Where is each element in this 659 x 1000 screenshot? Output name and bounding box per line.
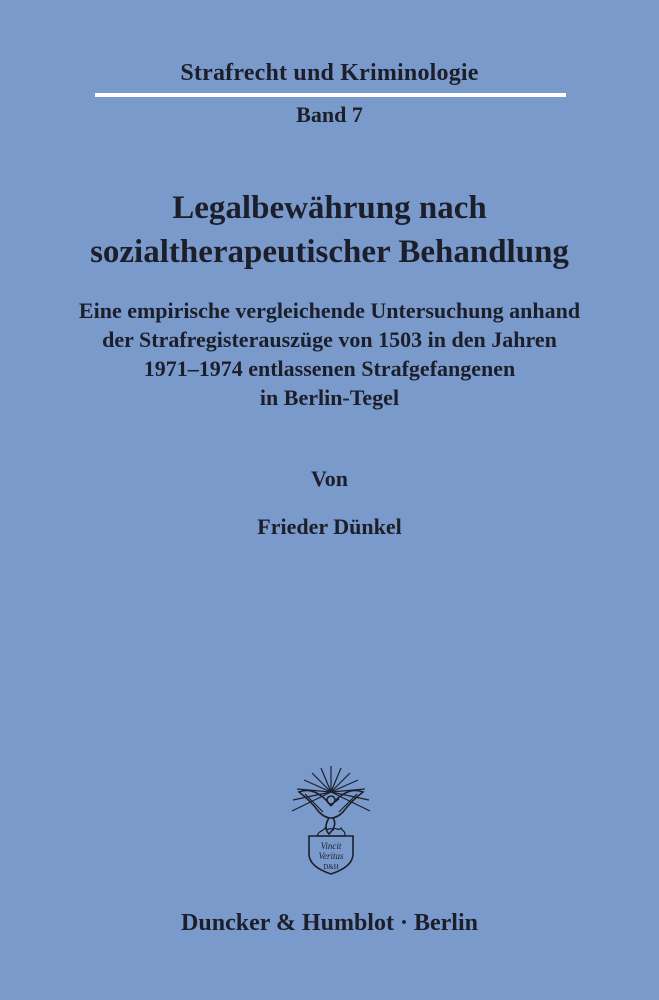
book-subtitle [40, 296, 619, 412]
logo-motto: Veritas [318, 851, 344, 861]
subtitle-line: der Strafregisterauszüge von 1503 in den Jahren [102, 327, 557, 352]
book-title-line: Legalbewährung nach [172, 190, 487, 226]
series-title: Strafrecht und Kriminologie [180, 60, 479, 86]
book-title-line: sozialtherapeutischer Behandlung [90, 234, 569, 270]
volume-number: Band 7 [296, 102, 363, 127]
subtitle-line: 1971–1974 entlassenen Strafgefangenen [143, 356, 516, 381]
book-title [20, 186, 639, 274]
by-label: Von [310, 466, 349, 491]
subtitle-line: in Berlin-Tegel [259, 385, 400, 410]
phoenix-emblem-icon [285, 762, 377, 880]
subtitle-line: Eine empirische vergleichende Untersuchung anhand [78, 298, 581, 323]
series-divider [95, 93, 566, 97]
publisher-imprint: Duncker & Humblot · Berlin [181, 910, 478, 936]
logo-initials: D&H [323, 863, 339, 871]
author-name: Frieder Dünkel [257, 514, 402, 539]
logo-motto: Vincit [320, 841, 342, 851]
